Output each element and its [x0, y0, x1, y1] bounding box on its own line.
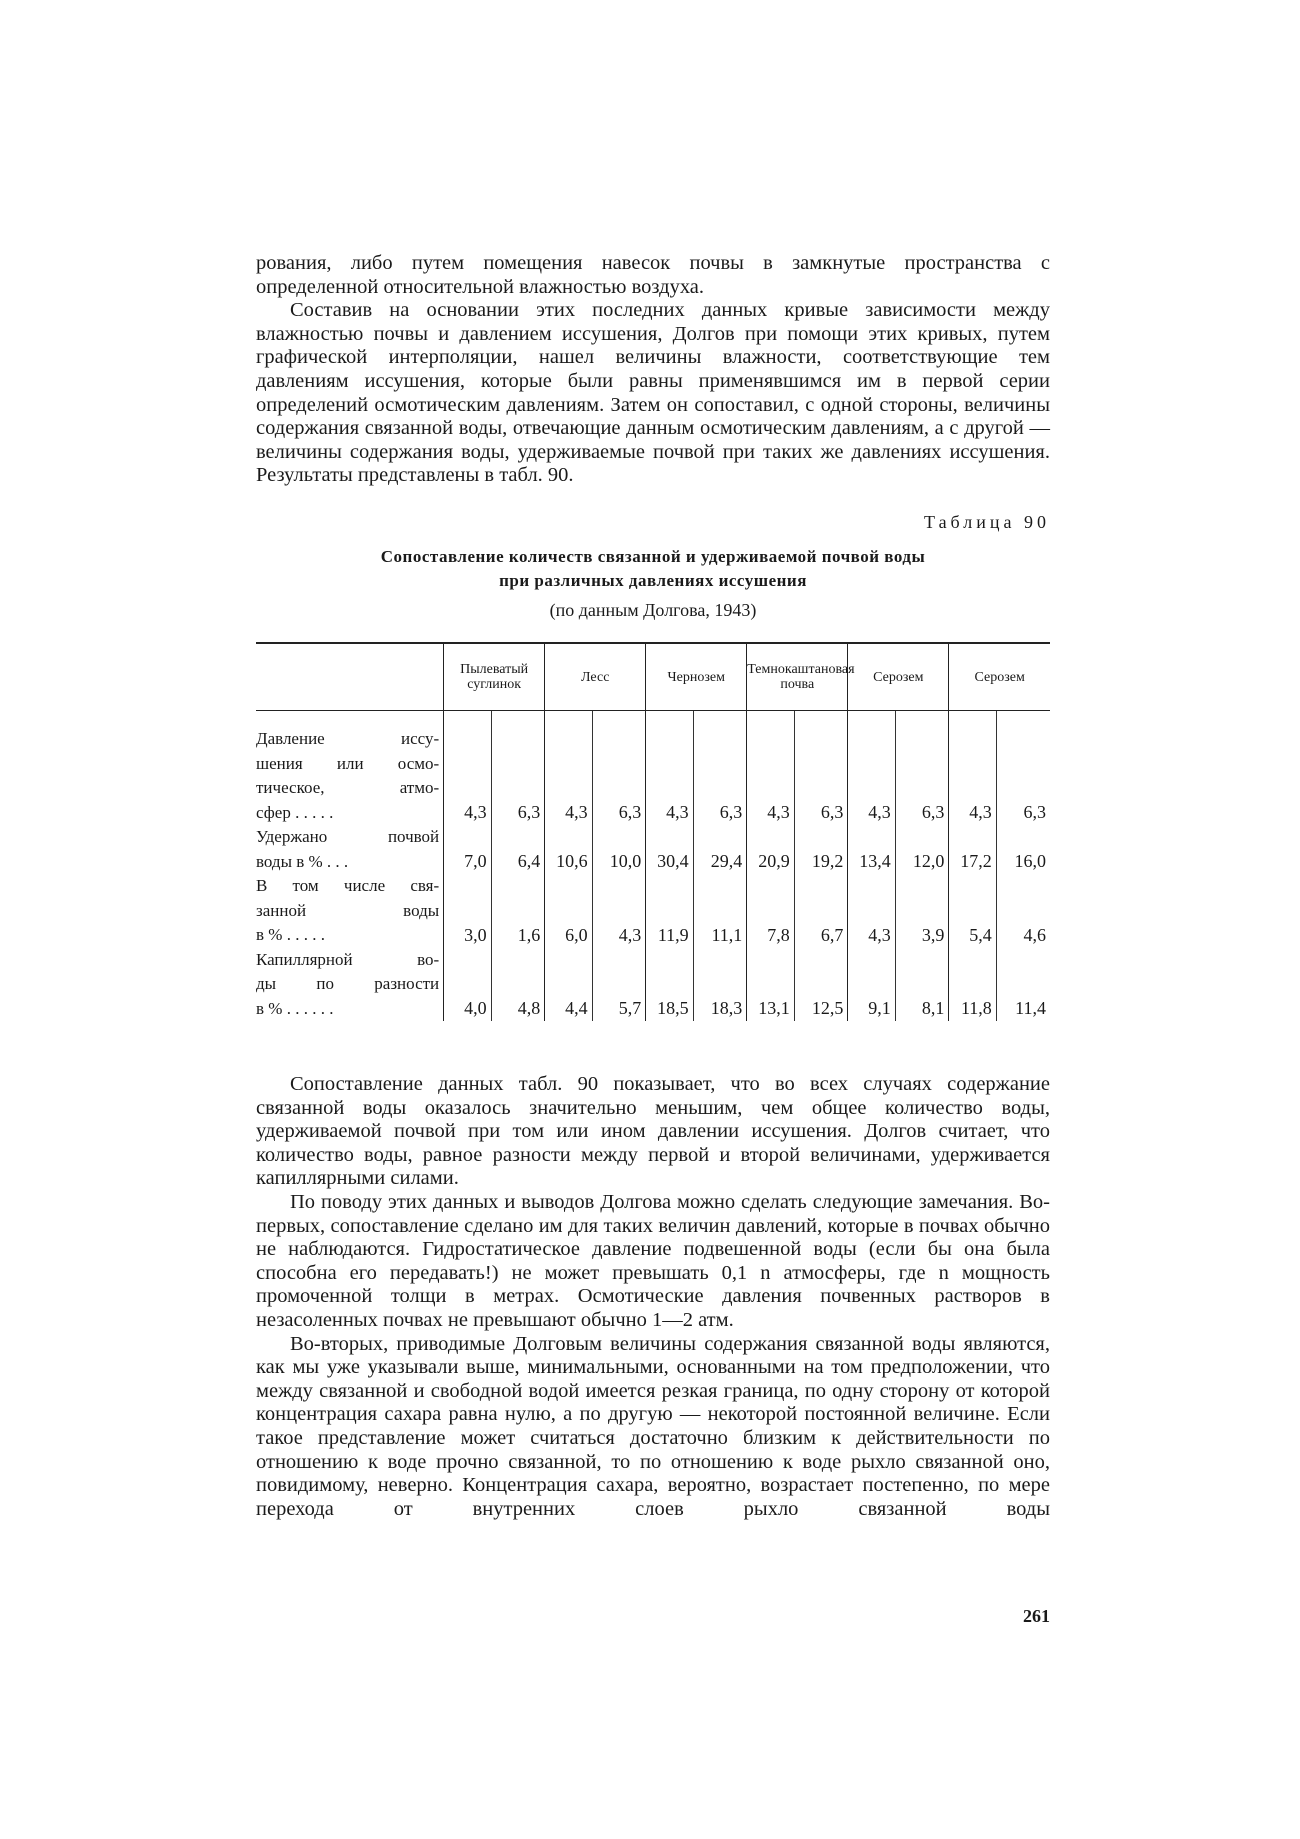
spacer-cell [996, 711, 1050, 728]
table-cell: 5,4 [949, 874, 996, 948]
table-cell: 6,3 [491, 727, 545, 825]
column-header: Темнокаштановая почва [747, 643, 848, 711]
row-label-line: в % . . . . . [256, 925, 325, 944]
table-cell: 10,0 [592, 825, 646, 874]
table-row [256, 825, 1050, 874]
spacer-cell [646, 711, 693, 728]
column-header: Серозем [848, 643, 949, 711]
table-cell: 6,3 [693, 727, 747, 825]
row-label-line: тическое, атмо- [256, 778, 440, 797]
table-cell: 4,4 [545, 948, 592, 1022]
paragraph: Составив на основании этих последних данных кривые зависимости между влажностью почвы и давлением иссушения, Долгов при помощи этих кривых, путем графической интерполяции, нашел величины влажности, соответствующие тем давлениям иссушения, которые были равны применявшимся им в первой серии определений осмотическим давлениям. Затем он сопоставил, с одной стороны, величины содержания связанной воды, отвечающие данным осмотическим давлениям, а с другой — величины содержания воды, удерживаемые почвой при таких же давлениях иссушения. Результаты представлены в табл. 90. [256, 299, 1050, 487]
spacer-cell [794, 711, 848, 728]
table-cell: 4,3 [592, 874, 646, 948]
column-header: Лесс [545, 643, 646, 711]
table-title-line: при различных давлениях иссушения [499, 571, 807, 590]
table-cell: 4,3 [444, 727, 491, 825]
table-cell: 10,6 [545, 825, 592, 874]
table-title-line: Сопоставление количеств связанной и удерживаемой почвой воды [380, 547, 926, 566]
column-header: Пылеватый суглинок [444, 643, 545, 711]
table-cell: 18,5 [646, 948, 693, 1022]
table-cell: 30,4 [646, 825, 693, 874]
table-cell: 11,9 [646, 874, 693, 948]
column-header: Чернозем [646, 643, 747, 711]
table-cell: 29,4 [693, 825, 747, 874]
row-label-line: В том числе свя- [256, 876, 440, 895]
row-label [256, 825, 444, 874]
table-cell: 5,7 [592, 948, 646, 1022]
table-cell: 4,3 [848, 874, 895, 948]
table-header-row [256, 643, 1050, 711]
row-label-line: в % . . . . . . [256, 998, 334, 1018]
table-cell: 6,0 [545, 874, 592, 948]
table-cell: 11,8 [949, 948, 996, 1022]
row-label-line: занной воды [256, 900, 440, 920]
row-label-line: Удержано почвой [256, 827, 440, 846]
spacer-cell [747, 711, 794, 728]
table-cell: 12,5 [794, 948, 848, 1022]
page-number: 261 [1023, 1606, 1050, 1626]
top-text [256, 252, 1050, 488]
spacer-cell [949, 711, 996, 728]
data-table [256, 642, 1050, 1021]
table-cell: 11,1 [693, 874, 747, 948]
table-source: (по данным Долгова, 1943) [549, 600, 757, 620]
row-label-line: Давление иссу- [256, 729, 440, 748]
table-body [256, 727, 1050, 1021]
table-cell: 8,1 [895, 948, 949, 1022]
row-label-line: воды в % . . . [256, 851, 349, 871]
spacer-cell [545, 711, 592, 728]
table-cell: 11,4 [996, 948, 1050, 1022]
table-cell: 4,0 [444, 948, 491, 1022]
spacer-cell [256, 711, 444, 728]
row-label-line: ды по разности [256, 974, 440, 993]
table-cell: 6,4 [491, 825, 545, 874]
table-cell: 4,6 [996, 874, 1050, 948]
table-cell: 19,2 [794, 825, 848, 874]
table-cell: 4,8 [491, 948, 545, 1022]
spacer-cell [895, 711, 949, 728]
row-label-line: сфер . . . . . [256, 802, 334, 822]
table-cell: 4,3 [646, 727, 693, 825]
table-cell: 3,0 [444, 874, 491, 948]
paragraph: По поводу этих данных и выводов Долгова можно сделать следующие замечания. Во-первых, сопоставление сделано им для таких величин давлений, которые в почвах обычно не наблюдаются. Гидростатическое давление подвешенной воды (если бы она была способна его передавать!) не может превышать 0,1 n атмосферы, где n мощность промоченной толщи в метрах. Осмотические давления почвенных растворов в незасоленных почвах не превышают обычно 1—2 атм. [256, 1190, 1050, 1331]
table-cell: 7,8 [747, 874, 794, 948]
row-label [256, 874, 444, 948]
table-cell: 9,1 [848, 948, 895, 1022]
table-spacer-row [256, 711, 1050, 728]
table-cell: 4,3 [949, 727, 996, 825]
spacer-cell [491, 711, 545, 728]
table-cell: 6,3 [996, 727, 1050, 825]
row-label-line: шения или осмо- [256, 753, 440, 773]
table-cell: 6,7 [794, 874, 848, 948]
table-cell: 4,3 [747, 727, 794, 825]
table-cell: 4,3 [545, 727, 592, 825]
table-cell: 6,3 [592, 727, 646, 825]
spacer-cell [444, 711, 491, 728]
table-cell: 18,3 [693, 948, 747, 1022]
table-cell: 12,0 [895, 825, 949, 874]
table-row [256, 874, 1050, 948]
table-cell: 6,3 [895, 727, 949, 825]
row-label-line: Капиллярной во- [256, 949, 440, 969]
table-cell: 16,0 [996, 825, 1050, 874]
table-cell: 4,3 [848, 727, 895, 825]
header-corner [256, 643, 444, 711]
table-cell: 7,0 [444, 825, 491, 874]
table-cell: 6,3 [794, 727, 848, 825]
table-row [256, 727, 1050, 825]
spacer-cell [848, 711, 895, 728]
table-cell: 17,2 [949, 825, 996, 874]
table-row [256, 948, 1050, 1022]
spacer-cell [592, 711, 646, 728]
paragraph: Во-вторых, приводимые Долговым величины содержания связанной воды являются, как мы уже указывали выше, минимальными, основанными на том предположении, что между связанной и свободной водой имеется резкая граница, по одну сторону от которой концентрация сахара равна нулю, а по другую — некоторой постоянной величине. Если такое представление может считаться достаточно близким к действительности по отношению к воде прочно связанной, то по отношению к воде рыхло связанной оно, повидимому, неверно. Концентрация сахара, вероятно, возрастает постепенно, по мере перехода от внутренних слоев рыхло связанной воды [256, 1332, 1050, 1520]
column-header: Серозем [949, 643, 1050, 711]
row-label [256, 948, 444, 1022]
table-cell: 3,9 [895, 874, 949, 948]
table-cell: 13,1 [747, 948, 794, 1022]
table-cell: 1,6 [491, 874, 545, 948]
table-cell: 20,9 [747, 825, 794, 874]
spacer-cell [693, 711, 747, 728]
paragraph: Сопоставление данных табл. 90 показывает, что во всех случаях содержание связанной воды оказалось значительно меньшим, чем общее количество воды, удерживаемой почвой при том или ином давлении иссушения. Долгов считает, что количество воды, равное разности между первой и второй величинами, удерживается капиллярными силами. [256, 1073, 1050, 1190]
paragraph: рования, либо путем помещения навесок почвы в замкнутые пространства с определенной относительной влажностью воздуха. [256, 252, 1050, 298]
bottom-text [256, 1073, 1050, 1521]
table-label: Таблица 90 [924, 512, 1050, 532]
table-cell: 13,4 [848, 825, 895, 874]
table-title [256, 545, 1050, 593]
row-label [256, 727, 444, 825]
